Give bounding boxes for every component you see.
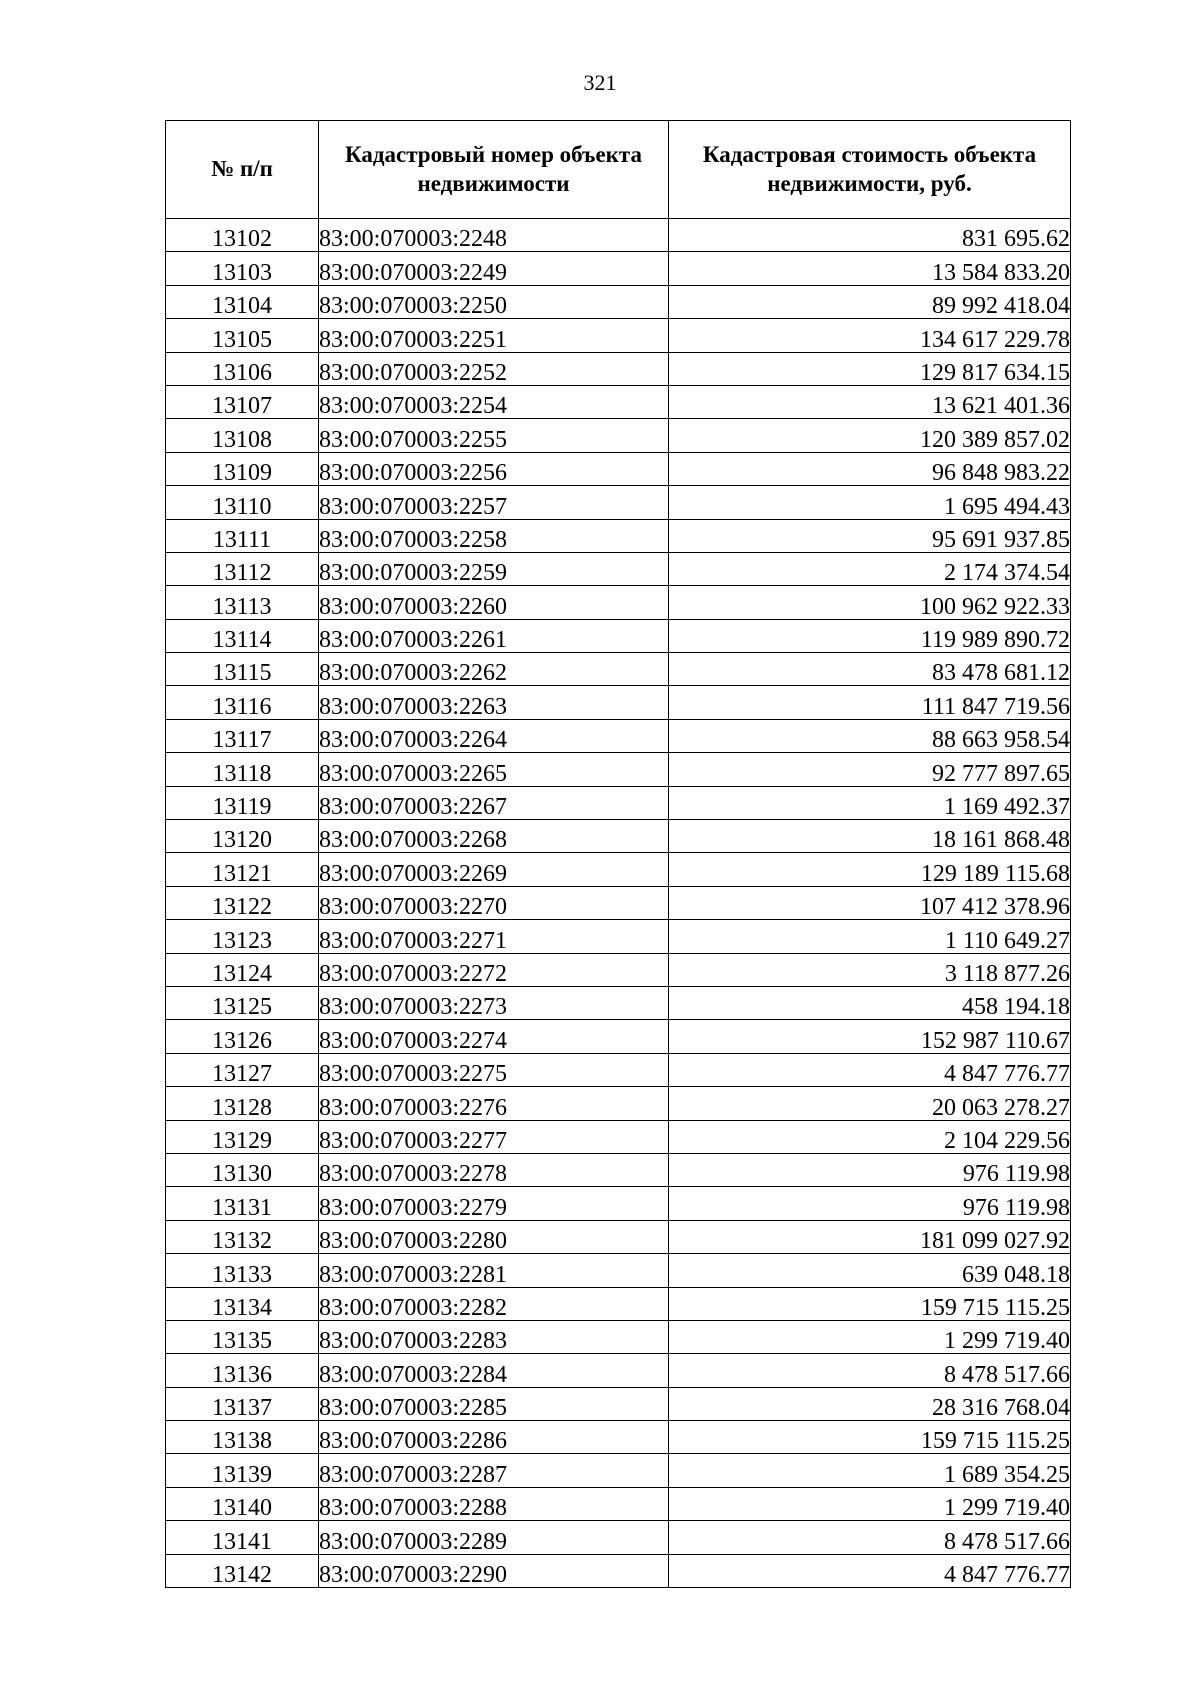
- row-number-cell: 13107: [166, 385, 319, 418]
- cadastral-number-cell: 83:00:070003:2277: [319, 1120, 669, 1153]
- cadastral-number-cell: 83:00:070003:2282: [319, 1287, 669, 1320]
- cadastral-value-table: [165, 120, 1071, 1588]
- table-row: [166, 1187, 1071, 1220]
- cadastral-value-cell: 1 110 649.27: [669, 920, 1071, 953]
- cadastral-number-cell: 83:00:070003:2252: [319, 352, 669, 385]
- cadastral-value-cell: 120 389 857.02: [669, 419, 1071, 452]
- cadastral-value-cell: 152 987 110.67: [669, 1020, 1071, 1053]
- cadastral-number-cell: 83:00:070003:2285: [319, 1387, 669, 1420]
- row-number-cell: 13120: [166, 820, 319, 853]
- table-row: [166, 1320, 1071, 1353]
- cadastral-number-cell: 83:00:070003:2274: [319, 1020, 669, 1053]
- row-number-cell: 13135: [166, 1320, 319, 1353]
- cadastral-value-cell: 1 299 719.40: [669, 1320, 1071, 1353]
- table-row: [166, 1254, 1071, 1287]
- cadastral-number-cell: 83:00:070003:2288: [319, 1487, 669, 1520]
- cadastral-value-cell: 129 189 115.68: [669, 853, 1071, 886]
- cadastral-number-cell: 83:00:070003:2278: [319, 1153, 669, 1186]
- table-row: [166, 1020, 1071, 1053]
- cadastral-value-cell: 129 817 634.15: [669, 352, 1071, 385]
- row-number-cell: 13131: [166, 1187, 319, 1220]
- cadastral-value-cell: 976 119.98: [669, 1153, 1071, 1186]
- cadastral-value-cell: 13 584 833.20: [669, 252, 1071, 285]
- table-row: [166, 1521, 1071, 1554]
- cadastral-value-cell: 100 962 922.33: [669, 586, 1071, 619]
- row-number-cell: 13108: [166, 419, 319, 452]
- cadastral-number-cell: 83:00:070003:2249: [319, 252, 669, 285]
- row-number-cell: 13111: [166, 519, 319, 552]
- cadastral-number-cell: 83:00:070003:2267: [319, 786, 669, 819]
- cadastral-number-cell: 83:00:070003:2258: [319, 519, 669, 552]
- row-number-cell: 13129: [166, 1120, 319, 1153]
- cadastral-value-cell: 96 848 983.22: [669, 452, 1071, 485]
- cadastral-number-cell: 83:00:070003:2248: [319, 219, 669, 252]
- cadastral-value-cell: 2 174 374.54: [669, 552, 1071, 585]
- cadastral-number-cell: 83:00:070003:2256: [319, 452, 669, 485]
- row-number-cell: 13112: [166, 552, 319, 585]
- table-row: [166, 352, 1071, 385]
- cadastral-number-cell: 83:00:070003:2280: [319, 1220, 669, 1253]
- cadastral-number-cell: 83:00:070003:2287: [319, 1454, 669, 1487]
- cadastral-value-cell: 107 412 378.96: [669, 886, 1071, 919]
- row-number-cell: 13124: [166, 953, 319, 986]
- table-row: [166, 419, 1071, 452]
- table-row: [166, 1220, 1071, 1253]
- page-number: 321: [583, 70, 617, 95]
- row-number-cell: 13126: [166, 1020, 319, 1053]
- cadastral-number-cell: 83:00:070003:2263: [319, 686, 669, 719]
- row-number-cell: 13110: [166, 486, 319, 519]
- cadastral-number-cell: 83:00:070003:2257: [319, 486, 669, 519]
- cadastral-number-cell: 83:00:070003:2250: [319, 285, 669, 318]
- row-number-cell: 13140: [166, 1487, 319, 1520]
- cadastral-value-cell: 8 478 517.66: [669, 1354, 1071, 1387]
- row-number-cell: 13102: [166, 219, 319, 252]
- cadastral-value-cell: 20 063 278.27: [669, 1087, 1071, 1120]
- cadastral-number-cell: 83:00:070003:2275: [319, 1053, 669, 1086]
- table-row: [166, 719, 1071, 752]
- table-row: [166, 586, 1071, 619]
- cadastral-value-cell: 8 478 517.66: [669, 1521, 1071, 1554]
- cadastral-value-cell: 181 099 027.92: [669, 1220, 1071, 1253]
- row-number-cell: 13123: [166, 920, 319, 953]
- cadastral-number-cell: 83:00:070003:2279: [319, 1187, 669, 1220]
- table-row: [166, 1087, 1071, 1120]
- cadastral-value-cell: 159 715 115.25: [669, 1421, 1071, 1454]
- table-row: [166, 1120, 1071, 1153]
- row-number-cell: 13113: [166, 586, 319, 619]
- cadastral-number-cell: 83:00:070003:2268: [319, 820, 669, 853]
- table-body: [166, 219, 1071, 1588]
- row-number-cell: 13116: [166, 686, 319, 719]
- cadastral-number-cell: 83:00:070003:2271: [319, 920, 669, 953]
- cadastral-number-cell: 83:00:070003:2261: [319, 619, 669, 652]
- cadastral-value-cell: 89 992 418.04: [669, 285, 1071, 318]
- cadastral-value-cell: 1 299 719.40: [669, 1487, 1071, 1520]
- cadastral-value-cell: 4 847 776.77: [669, 1053, 1071, 1086]
- cadastral-number-cell: 83:00:070003:2251: [319, 319, 669, 352]
- cadastral-value-cell: 1 169 492.37: [669, 786, 1071, 819]
- row-number-cell: 13119: [166, 786, 319, 819]
- cadastral-number-cell: 83:00:070003:2289: [319, 1521, 669, 1554]
- row-number-cell: 13104: [166, 285, 319, 318]
- row-number-cell: 13139: [166, 1454, 319, 1487]
- row-number-cell: 13142: [166, 1554, 319, 1587]
- table-row: [166, 486, 1071, 519]
- cadastral-value-cell: 18 161 868.48: [669, 820, 1071, 853]
- cadastral-number-cell: 83:00:070003:2265: [319, 753, 669, 786]
- row-number-cell: 13115: [166, 653, 319, 686]
- table-row: [166, 1287, 1071, 1320]
- table-row: [166, 853, 1071, 886]
- row-number-cell: 13118: [166, 753, 319, 786]
- cadastral-value-cell: 119 989 890.72: [669, 619, 1071, 652]
- row-number-cell: 13132: [166, 1220, 319, 1253]
- row-number-cell: 13103: [166, 252, 319, 285]
- cadastral-number-cell: 83:00:070003:2284: [319, 1354, 669, 1387]
- table-row: [166, 820, 1071, 853]
- cadastral-value-cell: 1 695 494.43: [669, 486, 1071, 519]
- table-row: [166, 452, 1071, 485]
- row-number-cell: 13136: [166, 1354, 319, 1387]
- table-header: [166, 121, 1071, 219]
- table-row: [166, 1053, 1071, 1086]
- table-row: [166, 1487, 1071, 1520]
- table-row: [166, 886, 1071, 919]
- table-row: [166, 686, 1071, 719]
- table-row: [166, 385, 1071, 418]
- row-number-cell: 13141: [166, 1521, 319, 1554]
- header-cadastral-value: Кадастровая стоимость объекта недвижимости, руб.: [669, 121, 1071, 219]
- cadastral-value-cell: 831 695.62: [669, 219, 1071, 252]
- table-row: [166, 519, 1071, 552]
- table-row: [166, 1153, 1071, 1186]
- cadastral-number-cell: 83:00:070003:2290: [319, 1554, 669, 1587]
- cadastral-number-cell: 83:00:070003:2260: [319, 586, 669, 619]
- row-number-cell: 13137: [166, 1387, 319, 1420]
- cadastral-value-cell: 83 478 681.12: [669, 653, 1071, 686]
- table-row: [166, 619, 1071, 652]
- cadastral-number-cell: 83:00:070003:2269: [319, 853, 669, 886]
- cadastral-number-cell: 83:00:070003:2270: [319, 886, 669, 919]
- table-row: [166, 753, 1071, 786]
- table-row: [166, 1554, 1071, 1587]
- cadastral-value-cell: 92 777 897.65: [669, 753, 1071, 786]
- cadastral-value-cell: 28 316 768.04: [669, 1387, 1071, 1420]
- row-number-cell: 13138: [166, 1421, 319, 1454]
- table-row: [166, 653, 1071, 686]
- row-number-cell: 13117: [166, 719, 319, 752]
- cadastral-number-cell: 83:00:070003:2255: [319, 419, 669, 452]
- cadastral-value-cell: 134 617 229.78: [669, 319, 1071, 352]
- row-number-cell: 13125: [166, 986, 319, 1019]
- table-row: [166, 252, 1071, 285]
- row-number-cell: 13130: [166, 1153, 319, 1186]
- table-row: [166, 552, 1071, 585]
- cadastral-value-cell: 159 715 115.25: [669, 1287, 1071, 1320]
- row-number-cell: 13121: [166, 853, 319, 886]
- header-row-number: № п/п: [166, 121, 319, 219]
- cadastral-number-cell: 83:00:070003:2273: [319, 986, 669, 1019]
- table-row: [166, 1354, 1071, 1387]
- cadastral-number-cell: 83:00:070003:2283: [319, 1320, 669, 1353]
- table-row: [166, 319, 1071, 352]
- table-row: [166, 953, 1071, 986]
- row-number-cell: 13106: [166, 352, 319, 385]
- cadastral-value-cell: 1 689 354.25: [669, 1454, 1071, 1487]
- table-row: [166, 285, 1071, 318]
- row-number-cell: 13114: [166, 619, 319, 652]
- cadastral-value-cell: 3 118 877.26: [669, 953, 1071, 986]
- cadastral-value-cell: 458 194.18: [669, 986, 1071, 1019]
- cadastral-number-cell: 83:00:070003:2276: [319, 1087, 669, 1120]
- table-row: [166, 1421, 1071, 1454]
- row-number-cell: 13105: [166, 319, 319, 352]
- cadastral-value-cell: 13 621 401.36: [669, 385, 1071, 418]
- header-cadastral-number: Кадастровый номер объекта недвижимости: [319, 121, 669, 219]
- cadastral-number-cell: 83:00:070003:2259: [319, 552, 669, 585]
- row-number-cell: 13109: [166, 452, 319, 485]
- cadastral-number-cell: 83:00:070003:2264: [319, 719, 669, 752]
- row-number-cell: 13134: [166, 1287, 319, 1320]
- cadastral-number-cell: 83:00:070003:2272: [319, 953, 669, 986]
- cadastral-value-cell: 4 847 776.77: [669, 1554, 1071, 1587]
- cadastral-value-cell: 95 691 937.85: [669, 519, 1071, 552]
- cadastral-number-cell: 83:00:070003:2262: [319, 653, 669, 686]
- row-number-cell: 13133: [166, 1254, 319, 1287]
- cadastral-number-cell: 83:00:070003:2254: [319, 385, 669, 418]
- table-row: [166, 786, 1071, 819]
- table-row: [166, 219, 1071, 252]
- cadastral-value-cell: 976 119.98: [669, 1187, 1071, 1220]
- cadastral-number-cell: 83:00:070003:2281: [319, 1254, 669, 1287]
- row-number-cell: 13122: [166, 886, 319, 919]
- cadastral-value-cell: 111 847 719.56: [669, 686, 1071, 719]
- table-row: [166, 920, 1071, 953]
- cadastral-number-cell: 83:00:070003:2286: [319, 1421, 669, 1454]
- row-number-cell: 13128: [166, 1087, 319, 1120]
- row-number-cell: 13127: [166, 1053, 319, 1086]
- cadastral-value-cell: 2 104 229.56: [669, 1120, 1071, 1153]
- cadastral-value-cell: 639 048.18: [669, 1254, 1071, 1287]
- table-row: [166, 1387, 1071, 1420]
- table-row: [166, 986, 1071, 1019]
- table-header-row: [166, 121, 1071, 219]
- cadastral-value-cell: 88 663 958.54: [669, 719, 1071, 752]
- table-row: [166, 1454, 1071, 1487]
